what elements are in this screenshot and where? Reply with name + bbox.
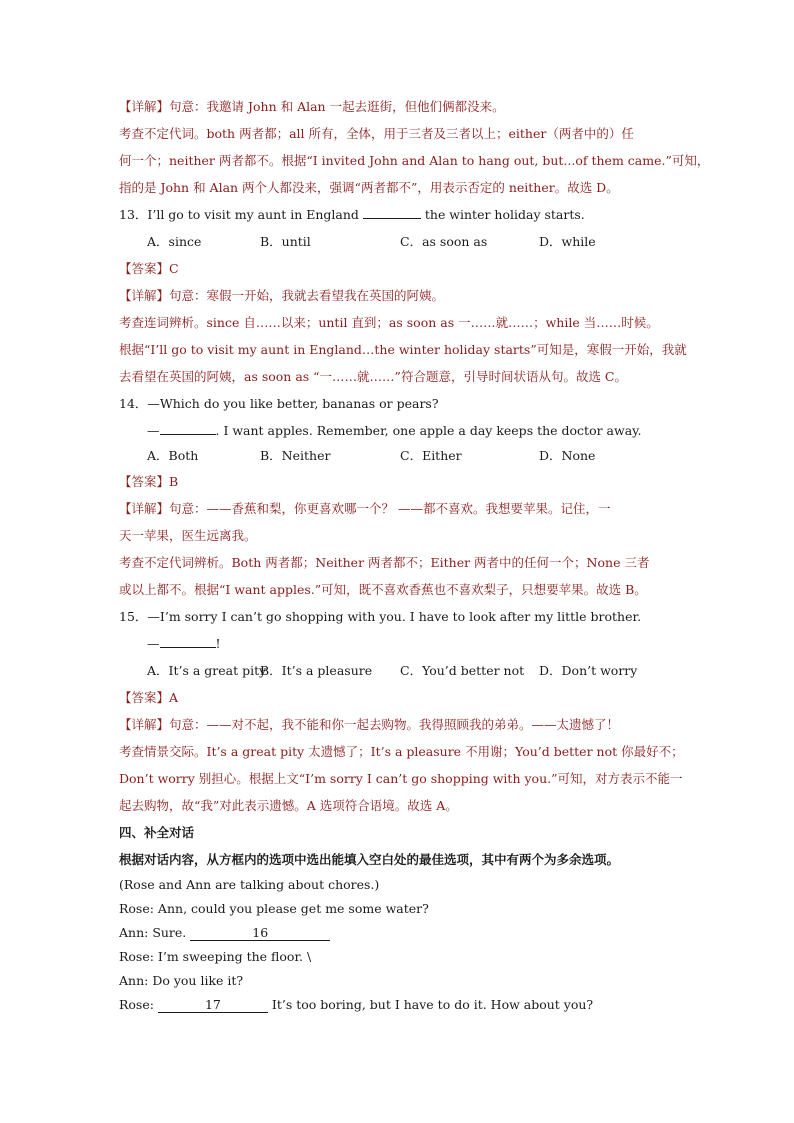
dialogue-line-1: Rose: Ann, could you please get me some water? [119,901,429,916]
q12-detail: 【详解】句意：我邀请 John 和 Alan 一起去逛街，但他们俩都没来。 [119,99,505,114]
q14-options [119,444,679,468]
q15-explanation-3: 起去购物，故“我”对此表示遗憾。A 选项符合语境。故选 A。 [119,798,458,813]
option-b: B．It’s a pleasure [260,663,373,678]
dialogue-line-4: Ann: Do you like it? [119,973,244,988]
q15-answer: 【答案】A [119,690,179,705]
q12-explanation-3: 指的是 John 和 Alan 两个人都没来，强调“两者都不”，用表示否定的 neither。故选 D。 [119,180,619,195]
q14-explanation-1: 考查不定代词辨析。Both 两者都；Neither 两者都不；Either 两者中的任何一个；None 三者 [119,555,650,570]
q12-explanation-2: 何一个；neither 两者都不。根据“I invited John and Alan to hang out, but...of them came.”可知， [119,153,710,168]
option-d: D．None [539,448,596,463]
option-a: A．Both [147,448,199,463]
q13-explanation-2: 根据“I’ll go to visit my aunt in England…the winter holiday starts”可知是，寒假一开始，我就 [119,342,687,357]
option-d: D．while [539,234,596,249]
answer-blank [160,633,216,648]
q14-detail-2: 天一苹果，医生远离我。 [119,528,257,543]
q14-explanation-2: 或以上都不。根据“I want apples.”可知，既不喜欢香蕉也不喜欢梨子，只想要苹果。故选 B。 [119,582,647,597]
section-instruction: 根据对话内容，从方框内的选项中选出能填入空白处的最佳选项，其中有两个为多余选项。 [119,852,620,867]
q13-answer: 【答案】C [119,261,179,276]
option-c: C．as soon as [400,234,488,249]
dialogue-intro: (Rose and Ann are talking about chores.) [119,877,380,892]
answer-blank [363,204,421,219]
q12-explanation-1: 考查不定代词。both 两者都；all 所有，全体，用于三者及三者以上；either（两者中的）任 [119,126,634,141]
q13-detail: 【详解】句意：寒假一开始，我就去看望我在英国的阿姨。 [119,288,445,303]
q15-detail: 【详解】句意：——对不起，我不能和你一起去购物。我得照顾我的弟弟。——太遗憾了！ [119,717,620,732]
q13-explanation-1: 考查连词辨析。since 自……以来；until 直到；as soon as 一……就……；while 当……时候。 [119,315,659,330]
q14-answer: 【答案】B [119,474,179,489]
dialogue-line-2: Ann: Sure. 16 [119,921,679,945]
option-b: B．until [260,234,311,249]
q15-explanation-1: 考查情景交际。It’s a great pity 太遗憾了；It’s a pleasure 不用谢；You’d better not 你最好不； [119,744,684,759]
option-c: C．Either [400,448,462,463]
q15-explanation-2: Don’t worry 别担心。根据上文“I’m sorry I can’t go shopping with you.”可知，对方表示不能一 [119,771,683,786]
q14-detail: 【详解】句意：——香蕉和梨，你更喜欢哪一个？ ——都不喜欢。我想要苹果。记住，一 [119,501,611,516]
section-heading: 四、补全对话 [119,825,195,840]
option-a: A．since [147,234,202,249]
option-d: D．Don’t worry [539,663,638,678]
dialogue-line-5: Rose: 17 It’s too boring, but I have to do it. How about you? [119,997,594,1012]
option-b: B．Neither [260,448,331,463]
dialogue-line-3: Rose: I’m sweeping the floor. \ [119,949,312,964]
q14-stem-2: — . I want apples. Remember, one apple a day keeps the doctor away. [119,417,679,444]
q13-stem: 13．I’ll go to visit my aunt in England the winter holiday starts. [119,201,679,228]
detail-tag: 【详解】 [119,99,170,114]
q14-stem: 14．—Which do you like better, bananas or pears? [119,396,439,411]
q15-stem-2: — ! [119,630,679,657]
q15-stem: 15．—I’m sorry I can’t go shopping with you. I have to look after my little brother. [119,609,642,624]
blank-16[interactable]: 16 [190,926,330,941]
q13-explanation-3: 去看望在英国的阿姨，as soon as “一……就……”符合题意，引导时间状语从句。故选 C。 [119,369,627,384]
q15-options [119,657,679,684]
option-c: C．You’d better not [400,663,525,678]
document-page [119,93,710,1017]
q13-options [119,228,679,255]
answer-blank [160,420,216,435]
blank-17[interactable]: 17 [158,998,268,1013]
option-a: A．It’s a great pity [147,663,267,678]
